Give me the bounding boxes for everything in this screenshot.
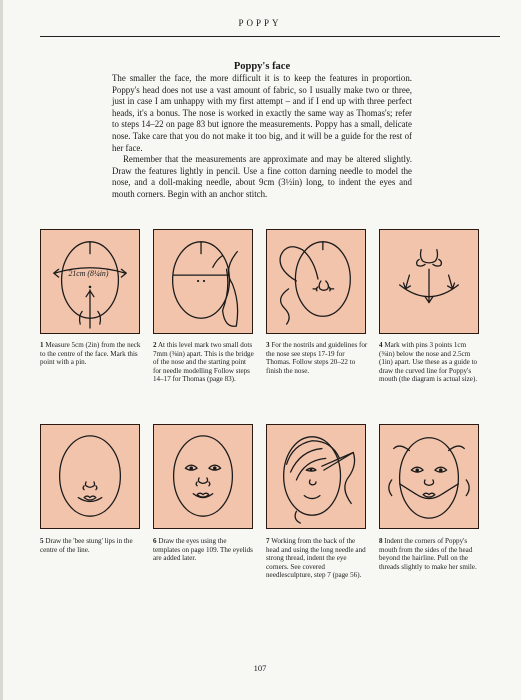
step-4-number: 4 bbox=[379, 341, 383, 349]
step-3-illustration bbox=[266, 229, 366, 334]
step-4-caption bbox=[379, 341, 481, 384]
step-3-caption bbox=[266, 341, 368, 375]
step-4-text: Mark with pins 3 points 1cm (⅜in) below the nose and 2.5cm (1in) apart. Use these as a guide to draw the curved line for Poppy's mouth (the diagram is actual size). bbox=[379, 341, 478, 384]
step-8-caption bbox=[379, 537, 481, 571]
step-5-number: 5 bbox=[40, 537, 44, 545]
step-5-text: Draw the 'bee stung' lips in the centre of the line. bbox=[40, 537, 133, 554]
step-2-number: 2 bbox=[153, 341, 157, 349]
measurement-label: 21cm (8¼in) bbox=[68, 269, 109, 279]
step-8-text: Indent the corners of Poppy's mouth from the sides of the head beyond the hairline. Pull on the threads slightly to make her smile. bbox=[379, 537, 477, 571]
step-6-caption bbox=[153, 537, 255, 563]
step-6-illustration bbox=[153, 424, 253, 529]
step-2-text: At this level mark two small dots 7mm (⅜in) apart. This is the bridge of the nose and the starting point for needle modelling Follow steps 14–17 for Thomas (page 83). bbox=[153, 341, 254, 384]
running-header: POPPY bbox=[238, 18, 282, 28]
intro-paragraph-2: Remember that the measurements are approximate and may be altered slightly. Draw the features lightly in pencil. Use a fine cotton darning needle to model the nose, and a doll-making needle, about 9cm (3½in) long, to indent the eyes and mouth corners. Begin with an anchor stitch. bbox=[112, 154, 412, 199]
step-6-number: 6 bbox=[153, 537, 157, 545]
step-8-illustration bbox=[379, 424, 479, 529]
step-2-caption bbox=[153, 341, 255, 384]
step-1-illustration bbox=[40, 229, 140, 334]
step-5-caption bbox=[40, 537, 142, 554]
step-1-number: 1 bbox=[40, 341, 44, 349]
header-rule bbox=[40, 36, 500, 37]
step-4-illustration bbox=[379, 229, 479, 334]
step-5-illustration bbox=[40, 424, 140, 529]
step-2-illustration bbox=[153, 229, 253, 334]
page-number: 107 bbox=[253, 663, 267, 673]
step-8-number: 8 bbox=[379, 537, 383, 545]
step-7-text: Working from the back of the head and using the long needle and strong thread, indent the eye corners. See covered needlesculpture, step 7 (page 56). bbox=[266, 537, 366, 580]
step-6-text: Draw the eyes using the templates on page 109. The eyelids are added later. bbox=[153, 537, 253, 563]
page-edge bbox=[0, 0, 3, 700]
intro-text bbox=[112, 73, 412, 201]
step-7-number: 7 bbox=[266, 537, 270, 545]
step-1-text: Measure 5cm (2in) from the neck to the centre of the face. Mark this point with a pin. bbox=[40, 341, 141, 367]
step-3-number: 3 bbox=[266, 341, 270, 349]
step-3-text: For the nostrils and guidelines for the nose see steps 17-19 for Thomas. Follow steps 20–22 to finish the nose. bbox=[266, 341, 368, 375]
intro-paragraph-1: The smaller the face, the more difficult it is to keep the features in proportion. Poppy's head does not use a vast amount of fabric, so I usually make two or three, just in case I am unhappy with my first attempt – and if I end up with three perfect heads, it's a bonus. The nose is worked in exactly the same way as Thomas's; refer to steps 14–22 on page 83 but ignore the measurements. Poppy has a small, delicate nose. Take care that you do not make it too big, and it will be a guide for the rest of her face. bbox=[112, 73, 412, 153]
step-1-caption bbox=[40, 341, 142, 367]
section-title: Poppy's face bbox=[233, 61, 291, 72]
step-7-caption bbox=[266, 537, 368, 580]
step-7-illustration bbox=[266, 424, 366, 529]
